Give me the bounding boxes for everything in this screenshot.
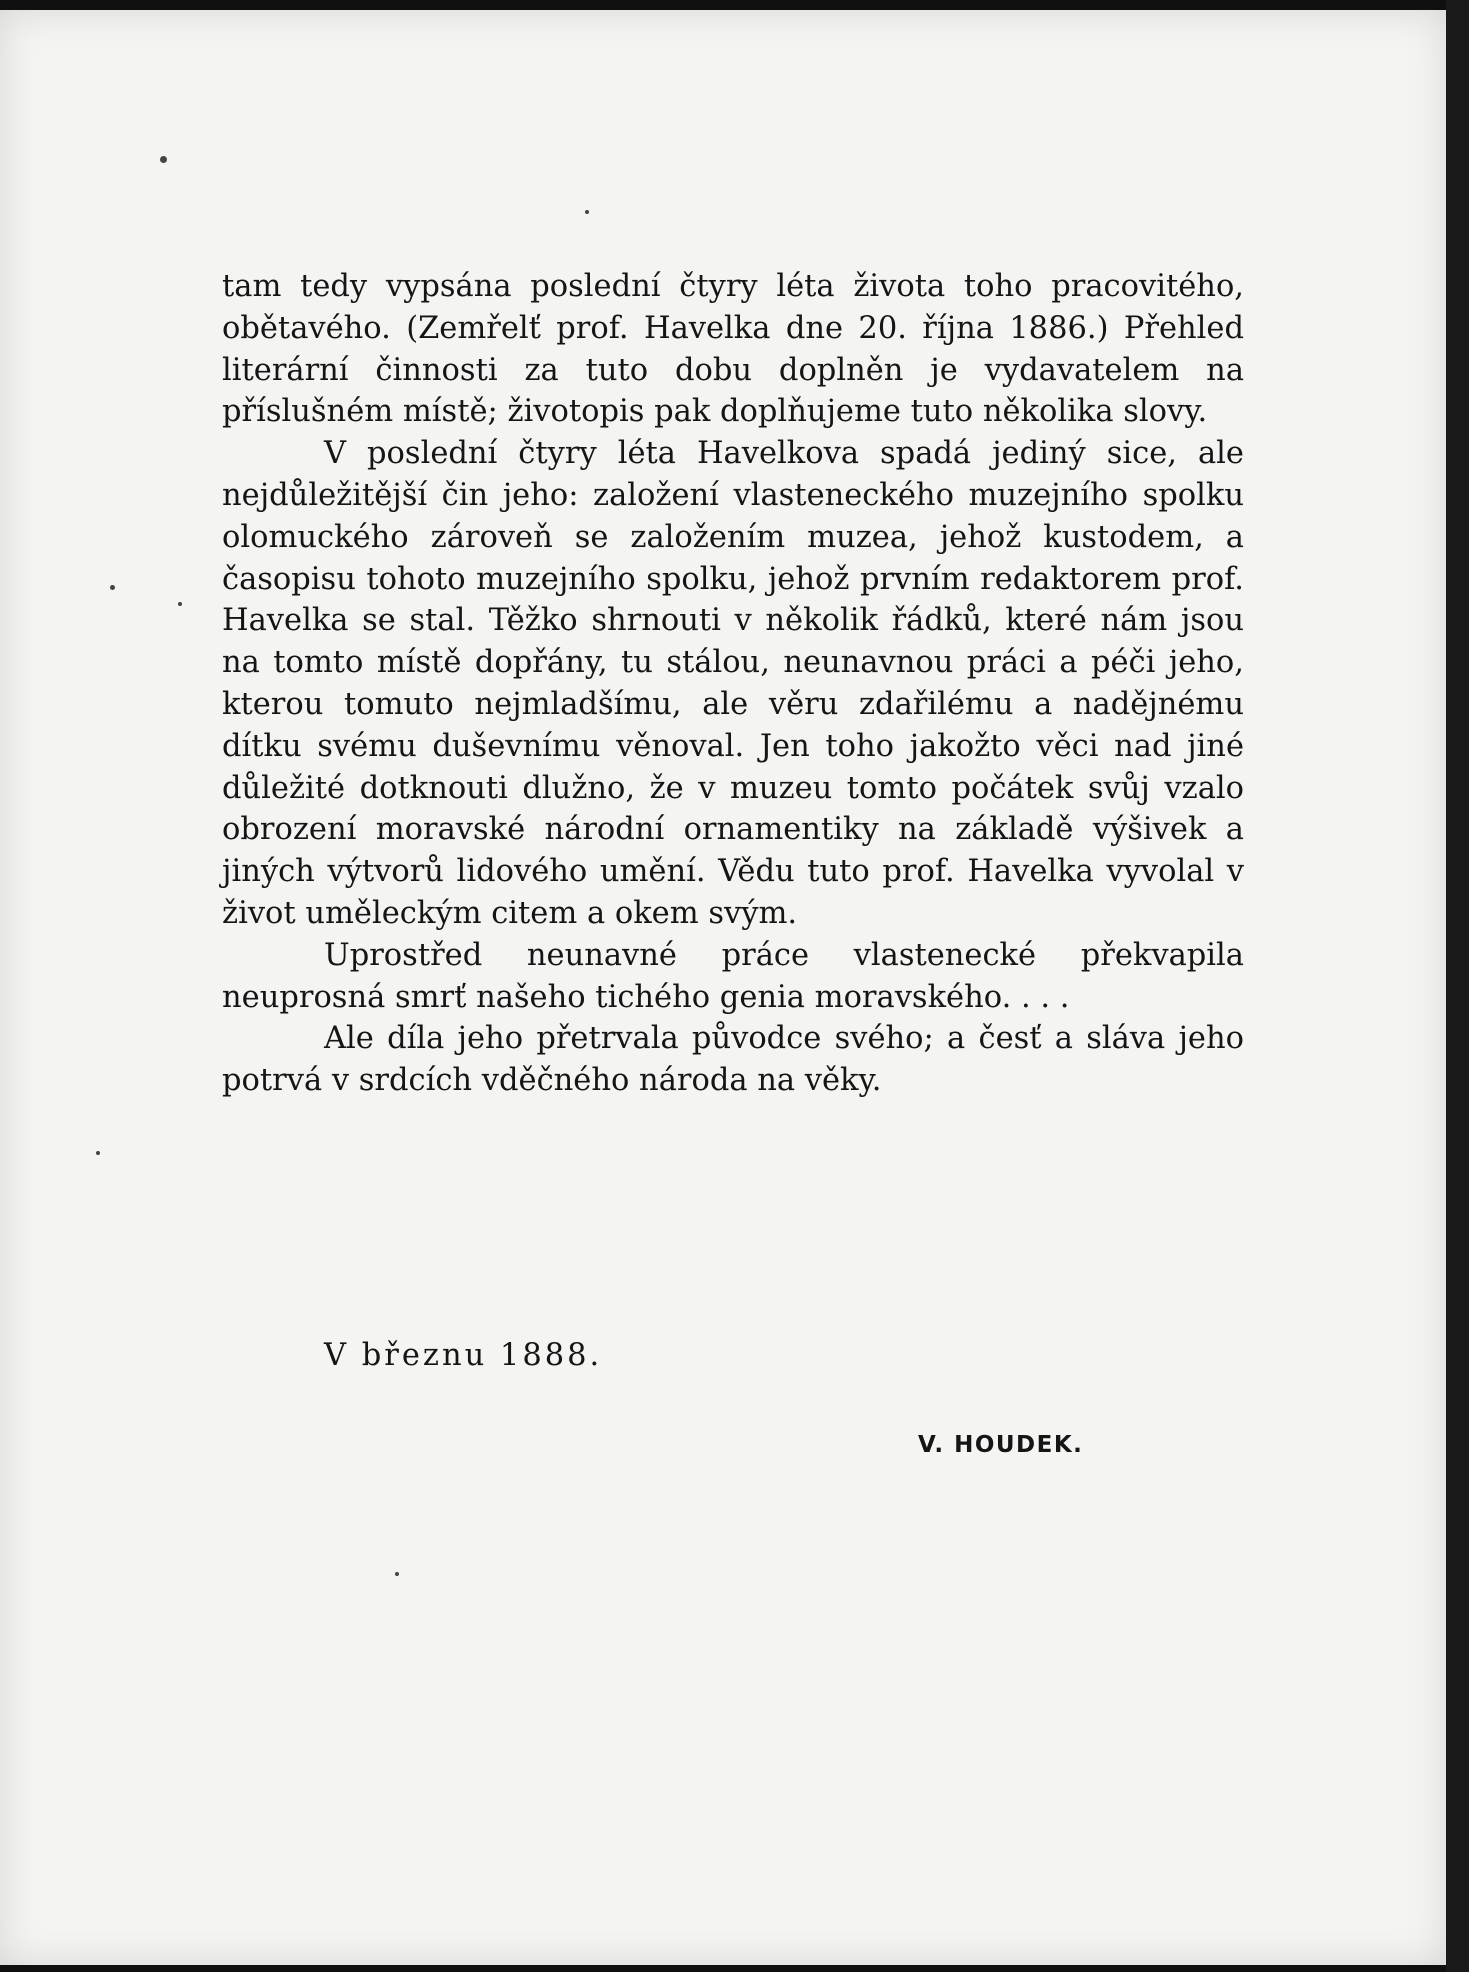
scan-speck — [160, 156, 167, 163]
scanned-page — [0, 10, 1446, 1965]
paragraph-2: V poslední čtyry léta Havelkova spadá jediný sice, ale nejdůležitější čin jeho: založení vlasteneckého muzejního spolku olomuckého zároveň se založením muzea, jehož kustodem, a časopisu tohoto muzejního spolku, jehož prvním redaktorem prof. Havelka se stal. Těžko shrnouti v několik řádků, které nám jsou na tomto místě dopřány, tu stálou, neunavnou práci a péči jeho, kterou tomuto nejmladšímu, ale věru zdařilému a nadějnému dítku svému duševnímu věnoval. Jen toho jakožto věci nad jiné důležité dotknouti dlužno, že v muzeu tomto počátek svůj vzalo obrození moravské národní ornamentiky na základě výšivek a jiných výtvorů lidového umění. Vědu tuto prof. Havelka vyvolal v život uměleckým citem a okem svým. — [222, 436, 1244, 931]
scan-edge — [1446, 0, 1469, 1972]
scan-speck — [110, 585, 115, 590]
scan-speck — [178, 602, 182, 606]
body-text — [222, 266, 1244, 1102]
scan-speck — [585, 210, 589, 214]
scan-speck — [96, 1151, 100, 1155]
paragraph-1: tam tedy vypsána poslední čtyry léta života toho pracovitého, obětavého. (Zemřelť prof. Havelka dne 20. října 1886.) Přehled literární činnosti za tuto dobu doplněn je vydavatelem na příslušném místě; životopis pak doplňujeme tuto několika slovy. — [222, 269, 1244, 430]
scan-speck — [395, 1572, 399, 1576]
paragraph-4: Ale díla jeho přetrvala původce svého; a česť a sláva jeho potrvá v srdcích vděčného národa na věky. — [222, 1021, 1244, 1099]
author-signature: V. HOUDEK. — [918, 1432, 1084, 1458]
paragraph-3: Uprostřed neunavné práce vlastenecké překvapila neuprosná smrť našeho tichého genia moravského. . . . — [222, 937, 1244, 1015]
dateline: V březnu 1888. — [324, 1338, 603, 1373]
